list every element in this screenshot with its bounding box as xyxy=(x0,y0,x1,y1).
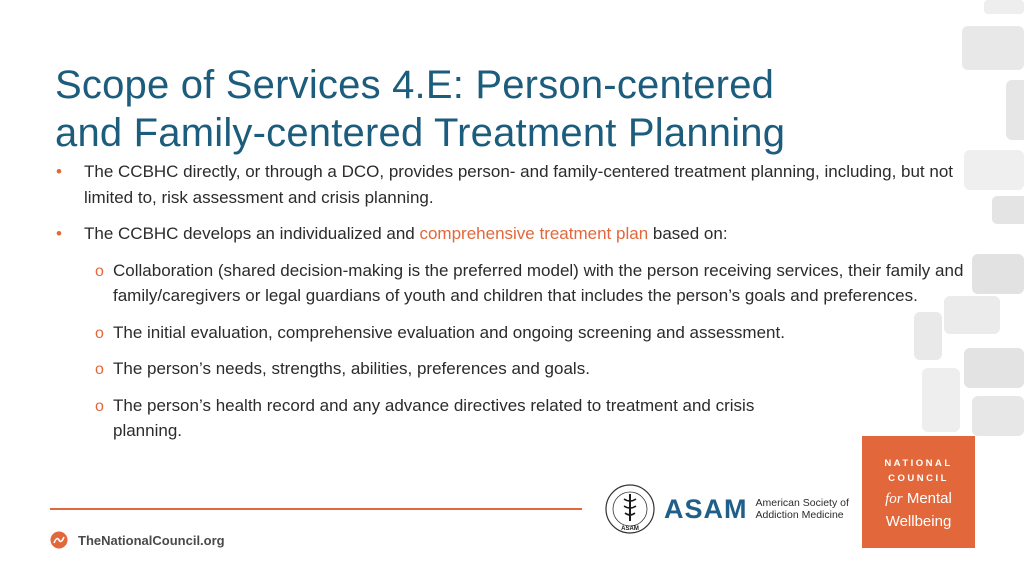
hollow-circle-bullet-icon: o xyxy=(95,397,104,415)
bullet-dot-icon: • xyxy=(56,162,62,181)
national-council-logo xyxy=(862,436,975,548)
hollow-circle-bullet-icon: o xyxy=(95,361,104,378)
nc-line-national: NATIONAL xyxy=(884,458,953,469)
subbullet-4-text: The person’s health record and any advance directives related to treatment and crisis planning. xyxy=(113,395,755,440)
asam-wordmark: ASAM xyxy=(664,493,748,524)
bullet-2 xyxy=(56,221,966,247)
asam-seal-text: ASAM xyxy=(621,526,639,532)
comprehensive-treatment-plan-highlight: comprehensive treatment plan xyxy=(419,224,649,243)
subbullet-1 xyxy=(56,258,966,309)
slide-body xyxy=(56,159,966,455)
bullet-1-text: The CCBHC directly, or through a DCO, provides person- and family-centered treatment planning, including, but not limited to, risk assessment and crisis planning. xyxy=(84,162,954,207)
asam-full-name-line-1: American Society of xyxy=(755,497,849,509)
bullet-2-text-post: based on: xyxy=(648,224,728,243)
bullet-dot-icon: • xyxy=(56,224,62,243)
nc-for: for xyxy=(885,491,903,507)
footer xyxy=(50,531,225,549)
bullet-1 xyxy=(56,159,966,210)
slide-title xyxy=(55,61,875,157)
subbullet-4 xyxy=(56,393,966,444)
asam-full-name-line-2: Addiction Medicine xyxy=(755,509,844,521)
nc-wellbeing: Wellbeing xyxy=(885,513,952,530)
hollow-circle-bullet-icon: o xyxy=(95,262,104,280)
asam-logo xyxy=(604,483,849,535)
subbullet-2 xyxy=(56,320,966,346)
asam-full-name xyxy=(756,497,849,521)
nc-mental: Mental xyxy=(906,490,952,507)
title-line-2: and Family-centered Treatment Planning xyxy=(55,110,786,155)
subbullet-1-text: Collaboration (shared decision-making is the preferred model) with the person receiving services, their family and family/caregivers or legal guardians of youth and children that includes the person’s goals and preferences. xyxy=(113,260,964,305)
subbullet-3-text: The person’s needs, strengths, abilities, preferences and goals. xyxy=(113,359,590,378)
national-council-mark-icon xyxy=(50,531,68,549)
subbullet-3 xyxy=(56,356,966,382)
subbullet-2-text: The initial evaluation, comprehensive evaluation and ongoing screening and assessment. xyxy=(113,322,785,342)
nc-line-for-mental xyxy=(862,489,975,509)
title-line-1: Scope of Services 4.E: Person-centered xyxy=(55,62,775,107)
footer-divider xyxy=(50,508,582,510)
footer-site-link[interactable]: TheNationalCouncil.org xyxy=(78,532,225,548)
hollow-circle-bullet-icon: o xyxy=(95,324,104,342)
asam-seal-icon xyxy=(604,483,656,535)
nc-line-council: COUNCIL xyxy=(888,473,949,484)
bullet-2-text-pre: The CCBHC develops an individualized and xyxy=(84,224,420,243)
